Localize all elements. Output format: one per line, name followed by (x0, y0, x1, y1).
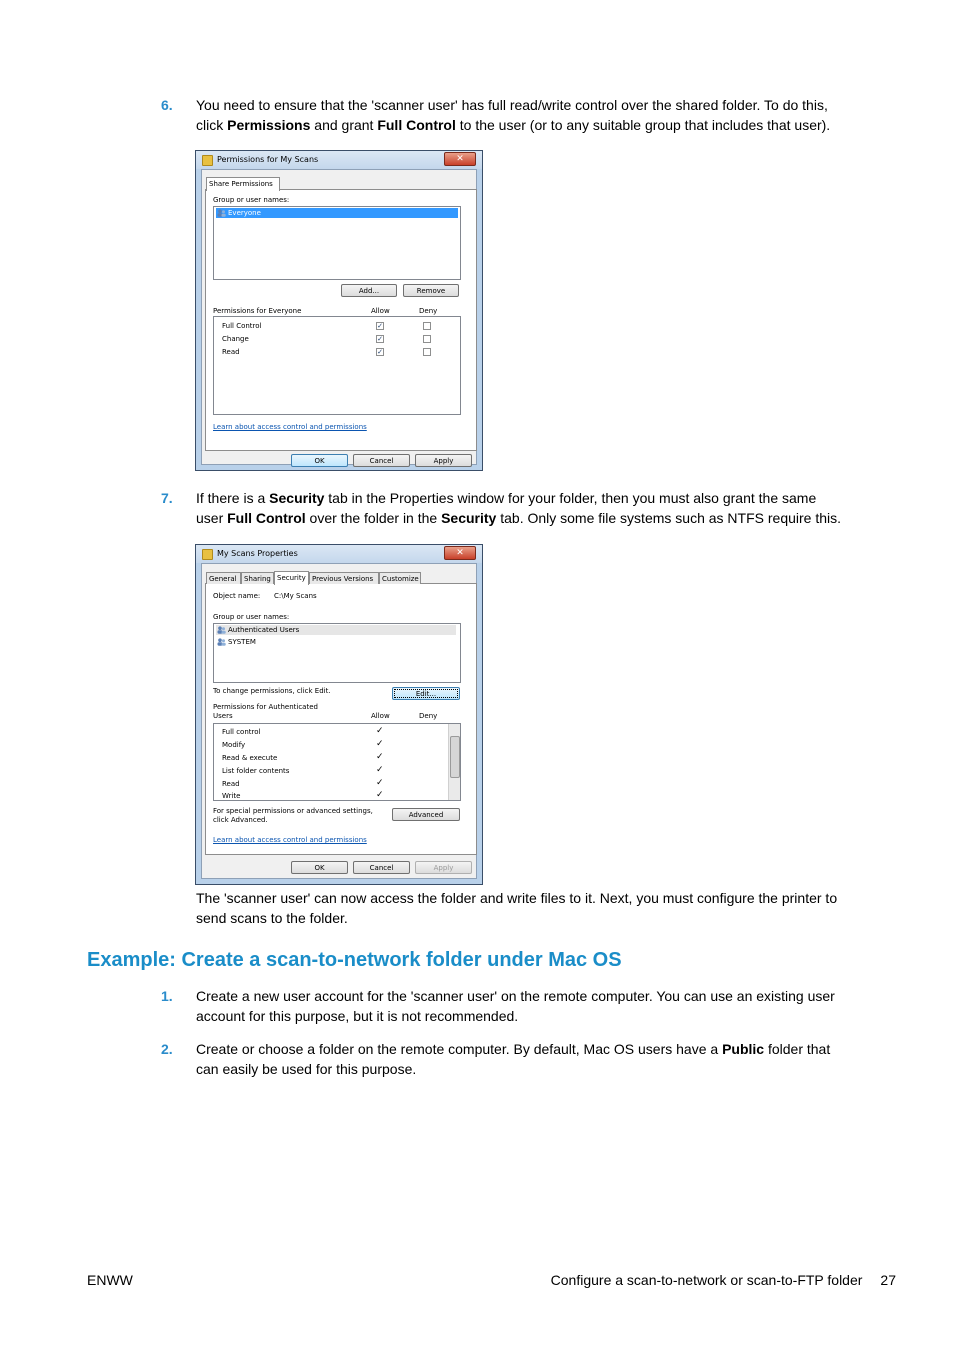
footer-left: ENWW (87, 1272, 133, 1288)
public-term: Public (722, 1041, 765, 1057)
after-security-text: The 'scanner user' can now access the folder and write files to it. Next, you must configure the printer to send scans to the folder. (196, 890, 838, 926)
step-6-line-1: You need to ensure that the 'scanner user' has full read/write control over the shared folder. To do this, (196, 97, 828, 113)
step-6-line-2: click Permissions and grant Full Control to the user (or to any suitable group that includes that user). (196, 116, 831, 133)
tab-security[interactable]: Security (274, 571, 309, 585)
users-icon (217, 638, 226, 646)
perm-write: Write (222, 792, 241, 800)
perm-full-control: Full control (222, 728, 261, 736)
allow-checkbox[interactable]: ✓ (377, 335, 383, 343)
page-number: 27 (880, 1272, 896, 1288)
users-icon (217, 209, 226, 217)
properties-dialog (195, 544, 483, 885)
list-item[interactable]: Authenticated Users (216, 625, 456, 635)
close-button[interactable]: ✕ (444, 546, 476, 560)
permissions-label: Permissions for Everyone (213, 307, 302, 315)
full-control-term: Full Control (227, 509, 306, 526)
security-term: Security (269, 490, 325, 506)
step-number: 6. (161, 97, 173, 113)
deny-header: Deny (419, 307, 438, 315)
perm-list-folder: List folder contents (222, 767, 290, 775)
step-7-line-1: If there is a Security tab in the Properties window for your folder, then you must also grant the same (196, 490, 817, 506)
tab-general[interactable]: General (206, 572, 241, 584)
tab-share-permissions[interactable]: Share Permissions (206, 177, 280, 191)
permissions-term: Permissions (227, 116, 311, 133)
allow-check: ✓ (376, 752, 384, 762)
perm-read: Read (222, 348, 240, 356)
footer-section: Configure a scan-to-network or scan-to-FTP folder (550, 1272, 863, 1288)
users-icon (217, 626, 226, 634)
list-item[interactable]: Everyone (216, 208, 458, 218)
deny-checkbox[interactable] (423, 322, 431, 330)
group-label: Group or user names: (213, 196, 290, 204)
special-permissions-text: For special permissions or advanced settings, (213, 807, 373, 815)
permissions-label-user: Users (213, 712, 233, 720)
perm-modify: Modify (222, 741, 246, 749)
allow-check: ✓ (376, 778, 384, 788)
cancel-button[interactable]: Cancel (353, 861, 410, 874)
ok-button[interactable]: OK (291, 454, 348, 467)
footer-right (551, 1272, 896, 1288)
remove-button[interactable]: Remove (403, 284, 459, 297)
step-7-text (196, 489, 886, 528)
step-number: 1. (161, 988, 173, 1004)
permissions-list (213, 316, 461, 415)
object-name-label: Object name: (213, 592, 261, 600)
dialog-client (201, 169, 477, 465)
deny-checkbox[interactable] (423, 335, 431, 343)
deny-header: Deny (419, 712, 438, 720)
dialog-client (201, 563, 477, 879)
cancel-button[interactable]: Cancel (353, 454, 410, 467)
user-list[interactable] (213, 206, 461, 280)
perm-read-execute: Read & execute (222, 754, 278, 762)
share-permissions-panel (205, 180, 477, 451)
access-control-link[interactable]: Learn about access control and permissions (213, 423, 367, 431)
permissions-dialog (195, 150, 483, 471)
special-permissions-text-2: click Advanced. (213, 816, 268, 824)
ok-button[interactable]: OK (291, 861, 348, 874)
object-name-value: C:\My Scans (274, 592, 317, 600)
advanced-button[interactable]: Advanced (392, 808, 460, 821)
title-bar (196, 151, 482, 169)
allow-checkbox[interactable]: ✓ (377, 348, 383, 356)
tab-customize[interactable]: Customize (379, 572, 421, 584)
allow-check: ✓ (376, 739, 384, 749)
perm-read: Read (222, 780, 240, 788)
title-bar (196, 545, 482, 563)
scrollbar-thumb[interactable] (450, 736, 460, 778)
permissions-list (213, 723, 461, 801)
apply-button[interactable]: Apply (415, 454, 472, 467)
allow-checkbox[interactable]: ✓ (377, 322, 383, 330)
step-6-text (196, 96, 886, 135)
edit-button[interactable]: Edit... (392, 687, 460, 700)
security-term: Security (441, 509, 497, 526)
mac-step-1-text: Create a new user account for the 'scanner user' on the remote computer. You can use an existing user account for this purpose, but it is not recommended. (196, 988, 835, 1024)
dialog-title: Permissions for My Scans (217, 155, 319, 164)
full-control-term: Full Control (377, 116, 456, 133)
tab-previous-versions[interactable]: Previous Versions (309, 572, 379, 584)
step-number: 2. (161, 1041, 173, 1057)
permissions-label: Permissions for Authenticated (213, 703, 318, 711)
allow-check: ✓ (376, 726, 384, 736)
dialog-title: My Scans Properties (217, 549, 298, 558)
allow-check: ✓ (376, 790, 384, 800)
tab-sharing[interactable]: Sharing (241, 572, 274, 584)
folder-icon (202, 155, 213, 166)
perm-change: Change (222, 335, 249, 343)
user-list[interactable] (213, 623, 461, 683)
allow-header: Allow (371, 712, 390, 720)
security-panel (205, 574, 477, 855)
allow-check: ✓ (376, 765, 384, 775)
mac-step-2-text: Create or choose a folder on the remote computer. By default, Mac OS users have a Public folder that can easily be used for this purpose. (196, 1041, 831, 1077)
step-7-line-2: user Full Control over the folder in the Security tab. Only some file systems such as NTFS require this. (196, 509, 842, 526)
scrollbar[interactable] (448, 724, 460, 800)
add-button[interactable]: Add... (341, 284, 397, 297)
folder-icon (202, 549, 213, 560)
access-control-link[interactable]: Learn about access control and permissions (213, 836, 367, 844)
section-heading: Example: Create a scan-to-network folder under Mac OS (87, 949, 622, 971)
allow-header: Allow (371, 307, 390, 315)
close-button[interactable]: ✕ (444, 152, 476, 166)
step-number: 7. (161, 490, 173, 506)
apply-button: Apply (415, 861, 472, 874)
group-label: Group or user names: (213, 613, 290, 621)
change-permissions-text: To change permissions, click Edit. (213, 687, 331, 695)
list-item[interactable]: SYSTEM (216, 637, 456, 647)
perm-full-control: Full Control (222, 322, 262, 330)
deny-checkbox[interactable] (423, 348, 431, 356)
